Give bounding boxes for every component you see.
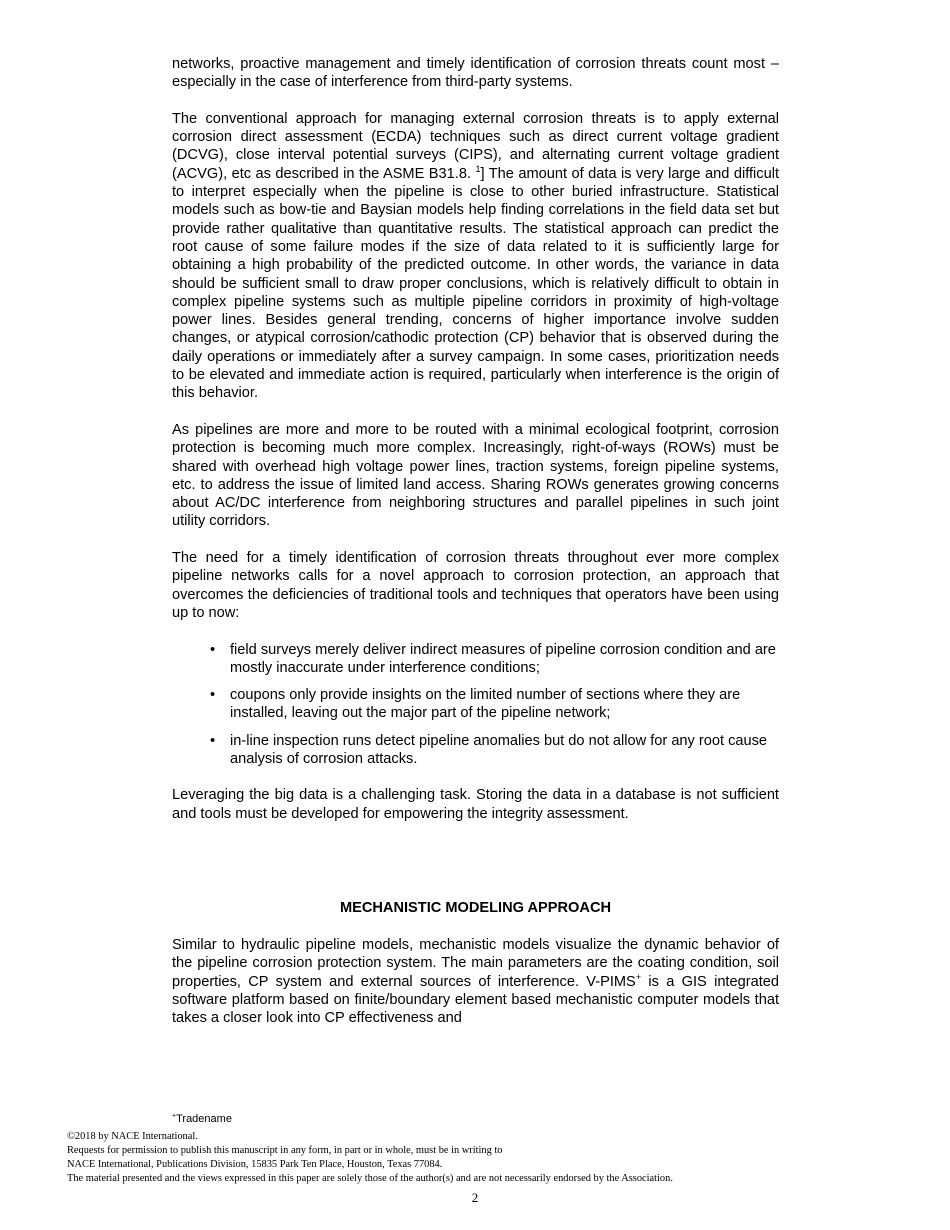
footer-copyright: ©2018 by NACE International. (67, 1131, 198, 1142)
paragraph-6-text-a: Similar to hydraulic pipeline models, mechanistic models visualize the dynamic behavior of the pipeline corrosion protection system. The main parameters are the coating condition, soil properties, CP system and external sources of interference. V-PIMS (172, 937, 779, 990)
footnote (172, 1112, 232, 1126)
paragraph-3: As pipelines are more and more to be routed with a minimal ecological footprint, corrosion protection is becoming much more complex. Increasingly, right-of-ways (ROWs) must be shared with overhead high voltage power lines, traction systems, foreign pipeline systems, etc. to address the issue of limited land access. Sharing ROWs generates growing concerns about AC/DC interference from neighboring structures and parallel pipelines in such joint utility corridors. (172, 421, 779, 530)
paragraph-2-text-a: The conventional approach for managing external corrosion threats is to apply external corrosion direct assessment (ECDA) techniques such as direct current voltage gradient (DCVG), close interval potential surveys (CIPS), and alternating current voltage gradient (ACVG), etc as described in the ASME B31.8. (172, 110, 779, 182)
paragraph-2 (172, 110, 779, 403)
bullet-item (210, 641, 779, 678)
bullet-icon: • (210, 732, 216, 749)
footnote-marker: + (172, 1112, 177, 1120)
paragraph-6-text-b: is a GIS integrated software platform based on finite/boundary element based mechanistic computer models that takes a closer look into CP effectiveness and (172, 973, 779, 1027)
bullet-text: field surveys merely deliver indirect measures of pipeline corrosion condition and are mostly inaccurate under interference conditions; (230, 641, 776, 676)
paragraph-5: Leveraging the big data is a challenging task. Storing the data in a database is not sufficient and tools must be developed for empowering the integrity assessment. (172, 787, 779, 822)
bullet-text: coupons only provide insights on the limited number of sections where they are installed, leaving out the major part of the pipeline network; (230, 687, 741, 722)
bullet-list (172, 641, 779, 769)
paragraph-4: The need for a timely identification of corrosion threats throughout ever more complex pipeline networks calls for a novel approach to corrosion protection, an approach that overcomes the deficiencies of traditional tools and techniques that operators have been using up to now: (172, 550, 779, 621)
paragraph-2-text-b: ] The amount of data is very large and difficult to interpret especially when the pipeline is close to other buried infrastructure. Statistical models such as bow-tie and Baysian models help finding correlations in the field data set but provide rather qualitative than quantitative results. The statistical approach can predict the root cause of some failure modes if the size of data related to it is sufficiently large for obtaining a high probability of the predicted outcome. In other words, the variance in data should be sufficient small to draw proper conclusions, which is relatively difficult to obtain in complex pipeline systems such as multiple pipeline corridors in proximity of high-voltage power lines. Besides general trending, concerns of higher importance involve sudden changes, or atypical corrosion/cathodic protection (CP) behavior that is observed during the daily operations or immediately after a survey campaign. In some cases, prioritization needs to be elevated and immediate action is required, particularly when interference is the origin of this behavior. (172, 165, 779, 402)
bullet-icon: • (210, 687, 216, 704)
bullet-text: in-line inspection runs detect pipeline anomalies but do not allow for any root cause analysis of corrosion attacks. (230, 732, 768, 767)
tradename-marker: + (635, 971, 642, 982)
paragraph-1: networks, proactive management and timely identification of corrosion threats count most – especially in the case of interference from third-party systems. (172, 56, 779, 91)
footnote-text: Tradename (176, 1113, 232, 1125)
bullet-item (210, 732, 779, 769)
footer-permission: Requests for permission to publish this manuscript in any form, in part or in whole, must be in writing to (67, 1145, 503, 1156)
section-heading: MECHANISTIC MODELING APPROACH (339, 899, 612, 916)
footer-address: NACE International, Publications Division, 15835 Park Ten Place, Houston, Texas 77084. (67, 1159, 443, 1170)
reference-marker: 1 (475, 163, 481, 174)
body-text (172, 55, 779, 1046)
bullet-item (210, 686, 779, 723)
footer-disclaimer: The material presented and the views expressed in this paper are solely those of the author(s) and are not necessarily endorsed by the Association. (67, 1173, 673, 1184)
paragraph-6 (172, 936, 779, 1027)
page-footer (67, 1130, 887, 1186)
page-number: 2 (471, 1190, 479, 1205)
bullet-icon: • (210, 641, 216, 658)
